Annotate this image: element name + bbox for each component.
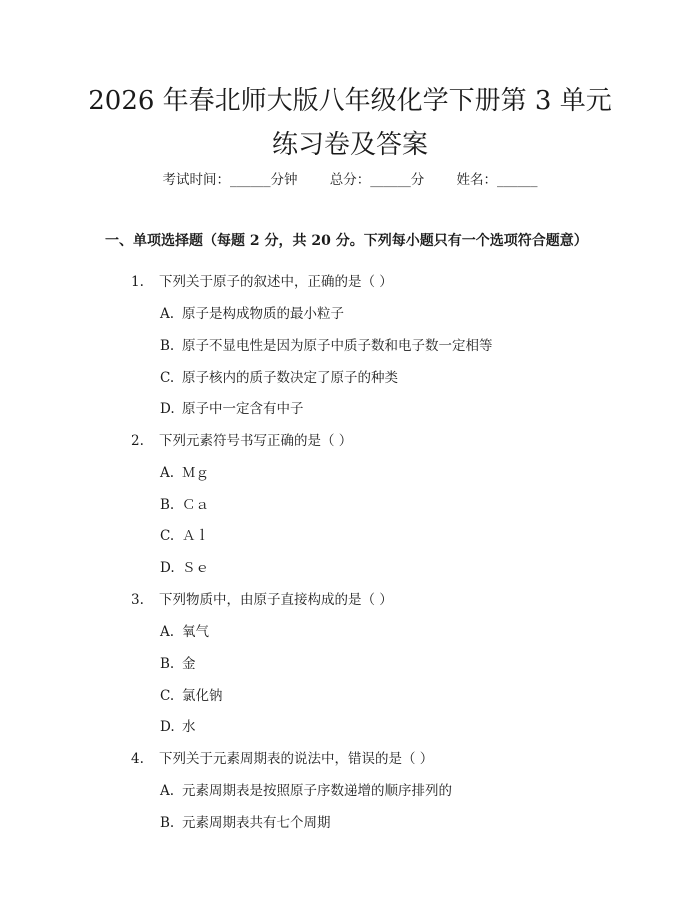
option-text: 元素周期表是按照原子序数递增的顺序排列的 (182, 783, 452, 799)
option-letter: A. (160, 624, 175, 640)
q4-option-b (160, 811, 331, 831)
option-letter: B. (160, 338, 175, 354)
exam-time-field: 考试时间：______分钟 (162, 172, 298, 188)
q1-option-c (160, 366, 398, 386)
question-2 (131, 429, 352, 449)
q2-option-a (160, 461, 209, 481)
exam-title (60, 82, 640, 164)
option-text: 原子中一定含有中子 (182, 401, 304, 417)
option-text: Ａｌ (182, 528, 209, 544)
q3-option-c (160, 684, 223, 704)
option-text: 原子核内的质子数决定了原子的种类 (182, 370, 398, 386)
question-text: 下列关于元素周期表的说法中，错误的是（ ） (159, 751, 434, 767)
section-heading-single-choice: 一、单项选择题（每题 2 分，共 20 分。下列每小题只有一个选项符合题意） (105, 233, 588, 249)
q3-option-b (160, 652, 196, 672)
option-letter: A. (160, 465, 175, 481)
q1-option-b (160, 334, 493, 354)
exam-title-line-1: 2026 年春北师大版八年级化学下册第 3 单元 (88, 86, 612, 116)
option-letter: B. (160, 656, 175, 672)
question-text: 下列元素符号书写正确的是（ ） (159, 433, 353, 449)
option-text: 水 (182, 719, 196, 735)
option-letter: B. (160, 497, 175, 513)
question-number: 4. (131, 751, 144, 767)
option-letter: D. (160, 401, 175, 417)
total-score-field: 总分：______分 (329, 172, 425, 188)
exam-info-row (0, 168, 700, 188)
option-text: Ｃａ (182, 497, 209, 513)
option-text: 原子不显电性是因为原子中质子数和电子数一定相等 (182, 338, 493, 354)
question-3 (131, 588, 393, 608)
q1-option-a (160, 302, 344, 322)
option-letter: D. (160, 719, 175, 735)
q2-option-b (160, 493, 209, 513)
option-text: Ｍｇ (182, 465, 209, 481)
option-letter: A. (160, 306, 175, 322)
q1-option-d (160, 397, 304, 417)
option-text: 金 (182, 656, 196, 672)
option-letter: A. (160, 783, 175, 799)
option-text: 元素周期表共有七个周期 (182, 815, 331, 831)
question-number: 2. (131, 433, 144, 449)
question-number: 3. (131, 592, 144, 608)
q4-option-a (160, 779, 452, 799)
question-text: 下列物质中，由原子直接构成的是（ ） (159, 592, 393, 608)
option-text: 氯化钠 (182, 688, 223, 704)
question-1 (131, 270, 393, 290)
question-text: 下列关于原子的叙述中，正确的是（ ） (159, 274, 393, 290)
option-text: 氧气 (182, 624, 209, 640)
exam-title-line-2: 练习卷及答案 (271, 130, 428, 160)
option-text: 原子是构成物质的最小粒子 (182, 306, 344, 322)
q3-option-d (160, 715, 196, 735)
option-letter: C. (160, 688, 175, 704)
option-letter: B. (160, 815, 175, 831)
option-letter: C. (160, 528, 175, 544)
q2-option-d (160, 556, 209, 576)
q3-option-a (160, 620, 209, 640)
student-name-field: 姓名：______ (456, 172, 538, 188)
question-number: 1. (131, 274, 144, 290)
q2-option-c (160, 524, 209, 544)
option-letter: C. (160, 370, 175, 386)
option-letter: D. (160, 560, 175, 576)
question-4 (131, 747, 433, 767)
option-text: Ｓｅ (182, 560, 209, 576)
